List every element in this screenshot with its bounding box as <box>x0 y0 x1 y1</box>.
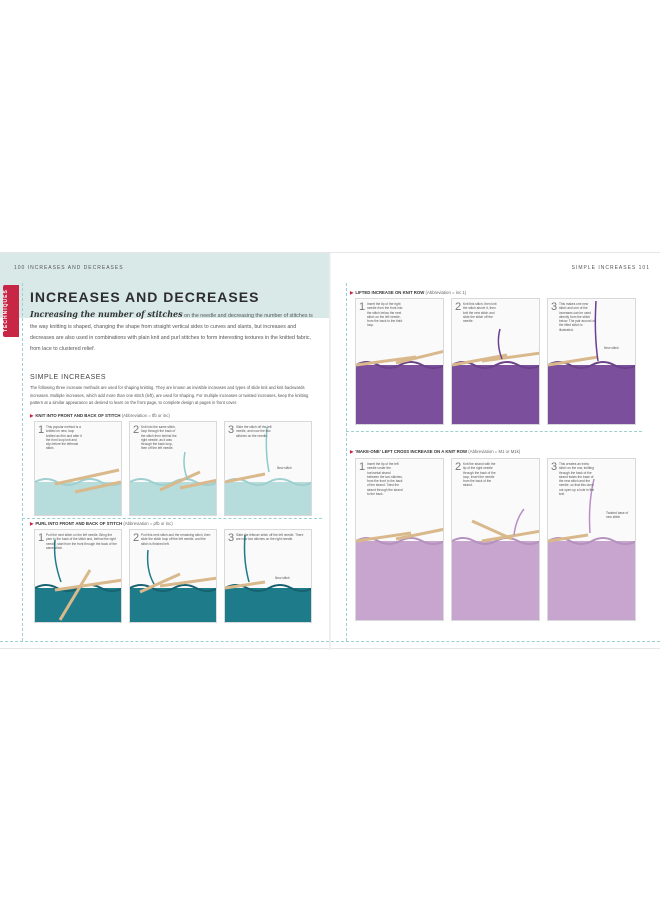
intro-lead: Increasing the number of stitches <box>30 309 183 319</box>
right-mid-dashed-rule <box>346 431 642 432</box>
left-dashed-rule <box>22 283 23 641</box>
pfb-step-2-panel: 2 Purl this next stitch and the remaining stitch, then slide the stitch loop off the left needle, and the stitch is finished left. <box>129 529 217 623</box>
section-heading: SIMPLE INCREASES <box>30 374 107 381</box>
bottom-dashed-rule <box>0 641 660 642</box>
new-stitch-label: New stitch <box>604 346 619 350</box>
intro-paragraph <box>30 309 320 355</box>
triangle-bullet-icon: ▶ <box>350 449 354 454</box>
page-title: INCREASES AND DECREASES <box>30 289 260 305</box>
pfb-heading: ▶ PURL INTO FRONT AND BACK OF STITCH (Abbreviation = pfb or inc) <box>30 521 173 526</box>
triangle-bullet-icon: ▶ <box>30 413 34 418</box>
m1-step-3-panel: 3 This creates an extra stitch on the row, knitting through the back of the strand twists the base of the new stitch and the needle, so that this does not open up a hole in the knit. Twisted base of new stitch <box>547 458 636 621</box>
new-stitch-label: New stitch <box>277 466 292 470</box>
kfb-step-1-panel: 1 This popular method is a knitted on new, loop knitted as firm and after it the front loop knit and slip before the leftmost stitch. <box>34 421 122 516</box>
twisted-base-label: Twisted base of new stitch <box>606 511 629 519</box>
intro-body: on the needle and decreasing the number of stitches is the way knitting is shaped, changing the shape from straight vertical sides to curves and slants, but increases and decreases are also used in combinations with plain knit and purl stitches to form interesting textures in the knitted fabric, from lace to clustered relief. <box>30 313 313 352</box>
kfb-step-3-panel: 3 Slide the stitch off the left needle, and now the two stitches on the needle. New stitch <box>224 421 312 516</box>
lifted-step-1-panel: 1 Insert the tip of the right needle from the front into the stitch below the next stitch on the left needle, from the back to the third loop. <box>355 298 444 425</box>
left-mid-dashed-rule <box>22 518 322 519</box>
kfb-step-2-panel: 2 Knit into the same stitch, loop through the back of the stitch then behind the right needle, as it was through the back loop, then off the left needle. <box>129 421 217 516</box>
section-text: The following three increase methods are used for shaping knitting. They are known as invisible increases and types of slide knit and knit backwards increases. Multiple increases, which add more than one stitch (left), are used for shaping. For multiple increases or twisted increases, keep the knitting pattern at a similar appearance as desired to learn on the front page, to complete design at pages in front cover. <box>30 385 309 405</box>
purl-swatch-illustration <box>225 530 312 623</box>
pfb-step-3-panel: 3 Slide the leftover stitch off the left needle. There are now two stitches on the right needle. New stitch <box>224 529 312 623</box>
new-stitch-label: New stitch <box>275 576 290 580</box>
pfb-step-1-panel: 1 Purl the next stitch on the left needle. Bring the yarn to the back of the stitch and, behind the right needle, start from the front through the back of the same stitch. <box>34 529 122 623</box>
triangle-bullet-icon: ▶ <box>350 290 354 295</box>
right-folio: SIMPLE INCREASES 101 <box>571 265 650 271</box>
kfb-heading: ▶ KNIT INTO FRONT AND BACK OF STITCH (Abbreviation = tfb or inc) <box>30 413 170 418</box>
m1-heading: ▶ 'MAKE-ONE' LEFT CROSS INCREASE ON A KNIT ROW (Abbreviation = M1 or M1k) <box>350 449 521 454</box>
m1-step-1-panel: 1 Insert the tip of the left needle under the horizontal strand between the two stitches, from the front to the back of the strand. Twist the strand through the strand to the back. <box>355 458 444 621</box>
lifted-step-3-panel: 3 This makes one new stitch and one of the increases can be used directly from the stitch below. The pair around of the lifted stitch is illustrated. New stitch <box>547 298 636 425</box>
m1-step-2-panel: 2 Knit the strand with the tip of the right needle through the back of the loop, insert the needle from the back of the strand. <box>451 458 540 621</box>
triangle-bullet-icon: ▶ <box>30 521 34 526</box>
section-tab-label: TECHNIQUES <box>3 289 9 333</box>
book-spread <box>0 252 660 649</box>
left-folio: 100 INCREASES AND DECREASES <box>14 265 124 271</box>
right-dashed-rule <box>346 283 347 641</box>
lifted-heading: ▶ LIFTED INCREASE ON KNIT ROW (Abbreviation = inc 1) <box>350 290 467 295</box>
lifted-step-2-panel: 2 Knit this stitch, then knit the stitch above it, then knit the new stitch and slide the stitch off the needle. <box>451 298 540 425</box>
gutter <box>329 253 331 650</box>
